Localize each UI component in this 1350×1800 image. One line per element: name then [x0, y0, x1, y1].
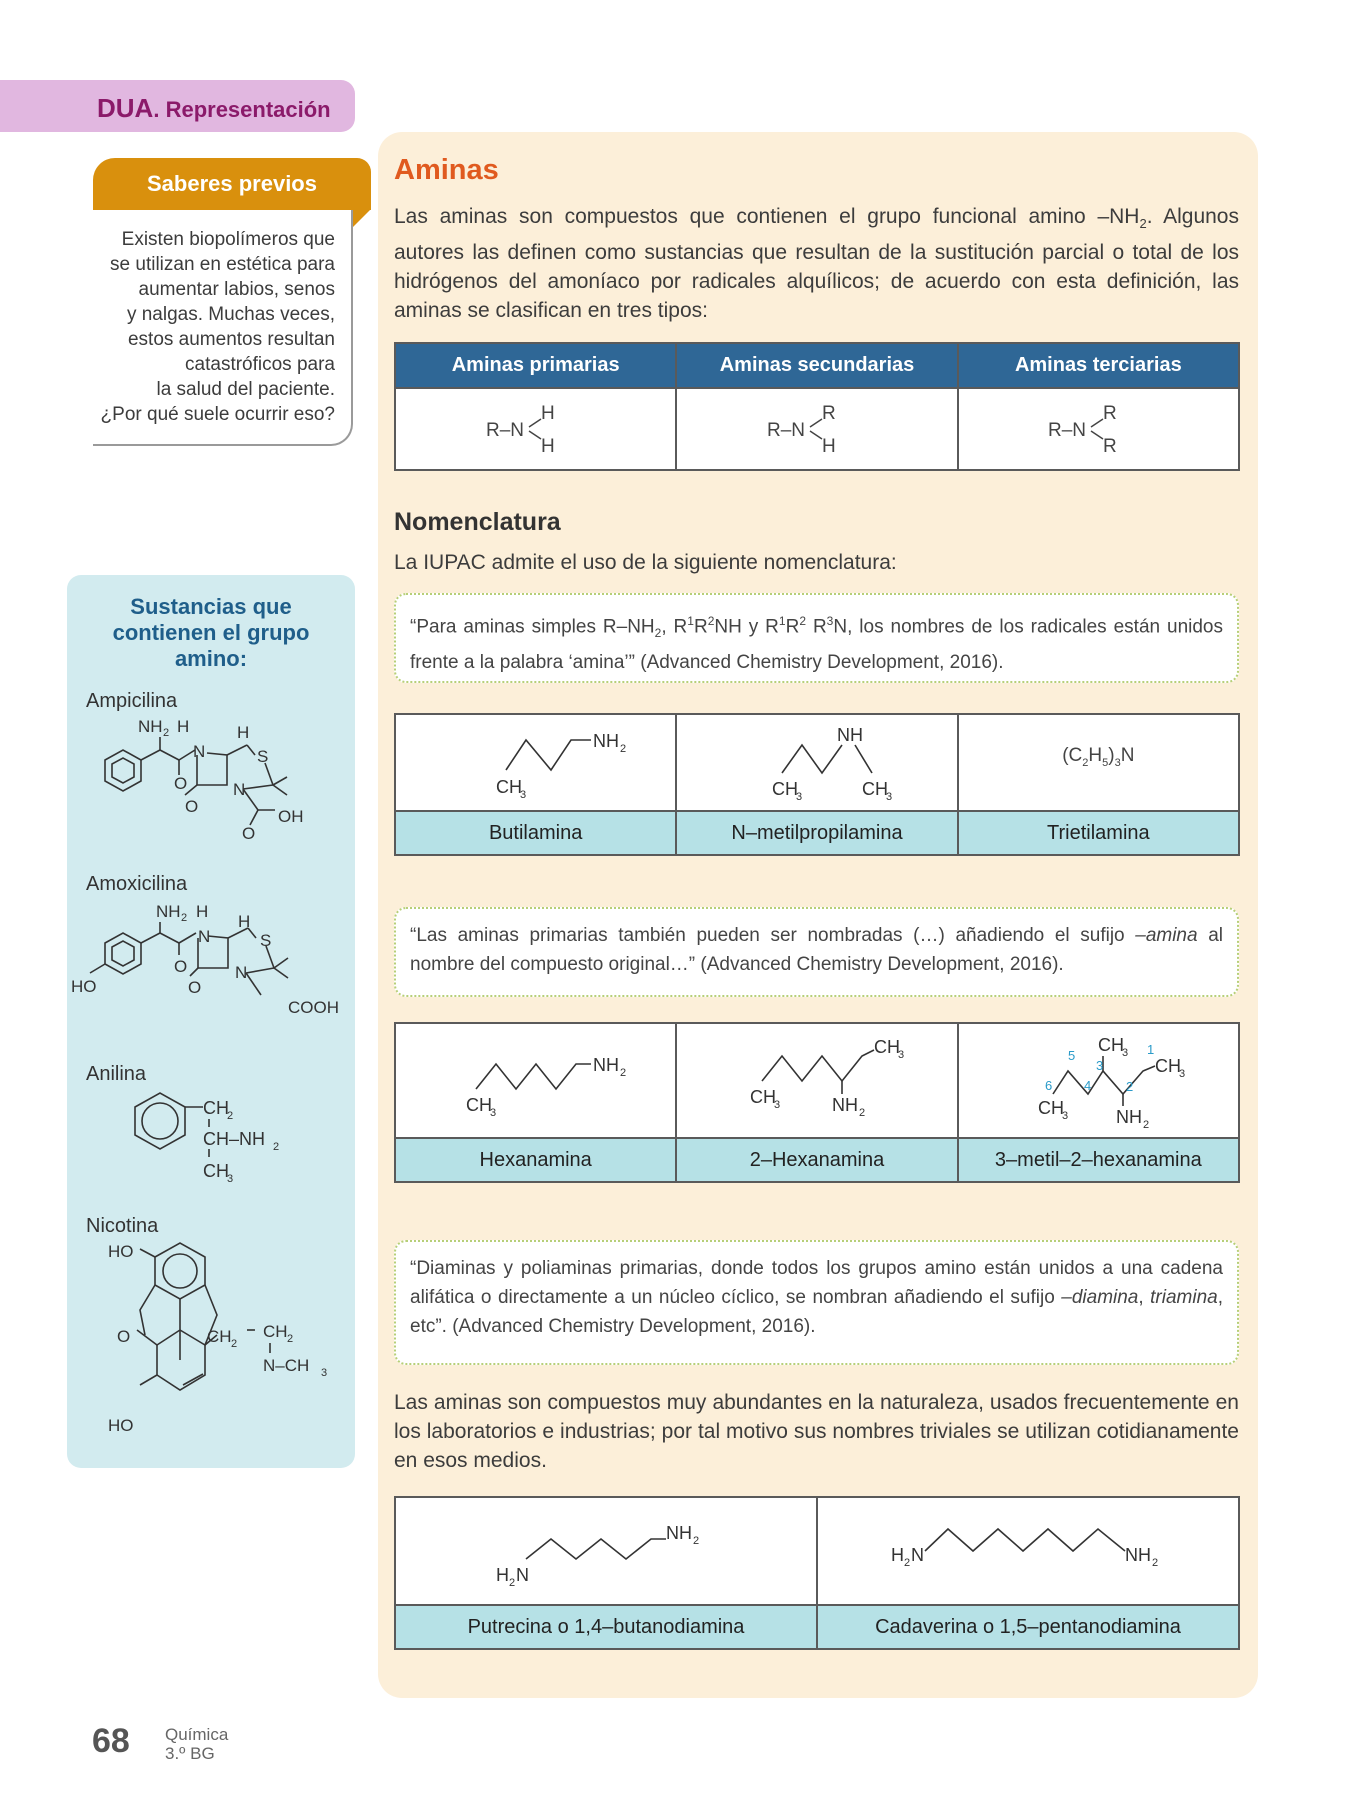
- q1-c: R: [693, 616, 708, 638]
- nomenclatura-title: Nomenclatura: [394, 508, 561, 536]
- saberes-line: ¿Por qué suele ocurrir eso?: [100, 404, 335, 425]
- q1-sup: 2: [707, 614, 715, 628]
- q1-g: N, los nombres de los radicales están unidos frente a la palabra ‘amina’” (Advanced Chemistry Development, 2016).: [410, 616, 1224, 674]
- metilpropilamina-structure-cell: [676, 714, 957, 811]
- q3-a: “Diaminas y poliaminas primarias, donde todos los grupos amino están unidos a una cadena alifática o directamente a un núcleo cíclico, se nombran añadiendo el sufijo: [410, 1258, 1223, 1308]
- atom-sub: 2: [163, 727, 170, 739]
- intro-sub: 2: [1139, 216, 1147, 232]
- atom-n: N: [516, 1564, 529, 1585]
- nicotina-structure: [95, 1235, 345, 1440]
- atom-ch-nh: CH–NH: [203, 1129, 266, 1149]
- saberes-line: catastróficos para: [185, 354, 335, 375]
- atom-ho: HO: [108, 1416, 134, 1435]
- formula-sub: 3: [1114, 756, 1121, 769]
- saberes-title: Saberes previos: [93, 158, 371, 210]
- atom-sub: 2: [227, 1110, 234, 1122]
- atom-sub: 2: [619, 743, 626, 755]
- atom-h: H: [891, 1544, 904, 1565]
- atom-nh2: NH: [592, 1054, 619, 1075]
- label-3-metil-2-hexanamina: 3–metil–2–hexanamina: [958, 1138, 1239, 1182]
- atom-nh2: NH: [831, 1094, 858, 1115]
- atom-ch3: CH: [495, 777, 522, 797]
- hexanamina-structure-cell: [395, 1023, 676, 1138]
- cadaverina-structure: [863, 1499, 1193, 1599]
- atom-h: H: [196, 902, 209, 921]
- metilpropilamina-structure: [717, 715, 917, 805]
- trietilamina-formula-cell: [958, 714, 1239, 811]
- formula-sub: 2: [1082, 756, 1089, 769]
- atom-sub: 2: [904, 1556, 911, 1569]
- dua-bold: DUA: [97, 93, 154, 123]
- intro-paragraph: [394, 202, 1239, 325]
- atom-sub: 2: [1152, 1556, 1159, 1569]
- atom-o: O: [185, 797, 199, 816]
- label-trietilamina: Trietilamina: [958, 811, 1239, 855]
- atom-n: N: [235, 963, 248, 982]
- atom-ch3: CH: [1155, 1055, 1182, 1076]
- carbon-number: 6: [1045, 1077, 1053, 1093]
- atom-h: H: [177, 717, 190, 736]
- q1-sub: 2: [654, 626, 662, 641]
- atom-sub: 3: [897, 1048, 905, 1061]
- atom-cooh: COOH: [288, 998, 339, 1017]
- formula-part: H: [1088, 745, 1103, 766]
- carbon-number: 5: [1068, 1047, 1076, 1063]
- label-metilpropilamina: N–metilpropilamina: [676, 811, 957, 855]
- formula-prefix: R–N: [485, 419, 524, 441]
- header-primarias: Aminas primarias: [395, 343, 676, 388]
- atom-ch2: CH: [263, 1322, 288, 1341]
- putrecina-structure-cell: [395, 1497, 817, 1605]
- atom-sub: 2: [181, 912, 188, 924]
- atom-s: S: [257, 747, 269, 766]
- atom-ch3: CH: [771, 779, 798, 799]
- metilhexanamina-structure: [983, 1026, 1213, 1131]
- saberes-line: la salud del paciente.: [156, 379, 335, 400]
- q3-em: –diamina: [1061, 1287, 1139, 1308]
- formula-part: ): [1108, 745, 1115, 766]
- saberes-line: aumentar labios, senos: [138, 279, 335, 300]
- ampicilina-label: Ampicilina: [86, 690, 178, 712]
- amoxicilina-label: Amoxicilina: [86, 873, 188, 895]
- amine-types-table: [394, 342, 1240, 471]
- atom-nh2: NH: [1116, 1106, 1143, 1127]
- dua-tag: [0, 80, 355, 132]
- atom-nh2: NH: [666, 1522, 692, 1543]
- anilina-structure: [125, 1085, 325, 1200]
- atom-n-ch3: N–CH: [263, 1356, 310, 1375]
- atom-nh2: NH: [156, 902, 181, 921]
- q2-em: –amina: [1135, 925, 1198, 946]
- dua-rest: . Representación: [153, 97, 331, 122]
- subject-name: Química: [165, 1725, 229, 1744]
- saberes-line: y nalgas. Muchas veces,: [126, 304, 335, 325]
- atom-n: N: [233, 780, 246, 799]
- nicotina-label: Nicotina: [86, 1215, 159, 1237]
- atom-sub: 3: [1062, 1109, 1069, 1122]
- atom-oh: OH: [278, 807, 304, 826]
- atom-sub: 3: [1179, 1067, 1186, 1080]
- carbon-number: 4: [1084, 1077, 1092, 1093]
- atom-ch2: CH: [207, 1327, 232, 1346]
- putrecina-structure: [456, 1499, 756, 1599]
- atom-sub: 2: [273, 1141, 280, 1153]
- label-hexanamina: Hexanamina: [395, 1138, 676, 1182]
- header-secundarias: Aminas secundarias: [676, 343, 957, 388]
- formula-part: N: [1120, 745, 1135, 766]
- amoxicilina-structure: [68, 900, 353, 1040]
- atom-o: O: [188, 978, 202, 997]
- q1-sup: 1: [687, 614, 694, 628]
- atom-s: S: [260, 931, 272, 950]
- subject-label: [165, 1725, 228, 1763]
- atom-o: O: [117, 1327, 131, 1346]
- side-title-line: amino:: [174, 646, 248, 671]
- carbon-number: 2: [1126, 1078, 1134, 1094]
- grade-name: 3.º BG: [165, 1744, 215, 1763]
- quote-2: [394, 907, 1239, 997]
- atom-ch3: CH: [203, 1161, 229, 1181]
- atom-ch3: CH: [1098, 1034, 1125, 1055]
- atom-sub: 2: [1143, 1118, 1150, 1131]
- substituent: H: [821, 435, 836, 457]
- saberes-fold: [353, 209, 371, 227]
- formula-sub: 5: [1102, 756, 1109, 769]
- atom-n: N: [198, 927, 211, 946]
- atom-sub: 3: [519, 789, 526, 801]
- atom-sub: 2: [619, 1066, 626, 1079]
- atom-n: N: [911, 1544, 924, 1565]
- ampicilina-structure: [75, 715, 350, 855]
- atom-sub: 2: [287, 1333, 294, 1345]
- q1-sup: 3: [826, 614, 834, 628]
- intro-a: Las aminas son compuestos que contienen el grupo funcional amino –NH: [394, 205, 1140, 228]
- q1-a: “Para aminas simples R–NH: [410, 616, 655, 638]
- cadaverina-structure-cell: [817, 1497, 1239, 1605]
- q2-b: al nombre del compuesto original…” (Advanced Chemistry Development, 2016).: [410, 925, 1223, 975]
- label-putrecina: Putrecina o 1,4–butanodiamina: [395, 1605, 817, 1649]
- quote-3: [394, 1240, 1239, 1365]
- hexanamina2-structure-cell: [676, 1023, 957, 1138]
- atom-ch3: CH: [465, 1094, 492, 1115]
- intro-b: . Algunos autores las definen como sustancias que resultan de la sustitución parcial o total de los hidrógenos del amoníaco por radicales alquílicos; de acuerdo con esta definición, las aminas se clasifican en tres tipos:: [394, 205, 1239, 323]
- atom-o: O: [174, 957, 188, 976]
- saberes-line: Existen biopolímeros que: [121, 229, 335, 250]
- atom-sub: 2: [231, 1338, 238, 1350]
- example-table-2: [394, 1022, 1240, 1183]
- atom-nh2: NH: [1125, 1544, 1151, 1565]
- atom-o: O: [242, 824, 256, 843]
- formula-terciaria: [958, 388, 1239, 470]
- atom-h: H: [496, 1564, 509, 1585]
- side-title-line: contienen el grupo: [112, 620, 310, 645]
- atom-sub: 3: [321, 1367, 328, 1379]
- substituent: H: [540, 435, 555, 457]
- example-table-3: [394, 1496, 1240, 1650]
- atom-o: O: [174, 774, 188, 793]
- aminas-title: Aminas: [394, 154, 499, 186]
- atom-sub: 2: [693, 1534, 700, 1547]
- formula-prefix: R–N: [766, 419, 805, 441]
- q1-sup: 2: [799, 614, 807, 628]
- atom-h: H: [237, 723, 250, 742]
- formula-prefix: R–N: [1048, 419, 1087, 441]
- page-number: 68: [92, 1722, 130, 1760]
- secondary-amine-structure: [762, 397, 872, 457]
- label-cadaverina: Cadaverina o 1,5–pentanodiamina: [817, 1605, 1239, 1649]
- label-butilamina: Butilamina: [395, 811, 676, 855]
- hexanamina2-structure: [702, 1026, 932, 1131]
- atom-sub: 2: [858, 1106, 866, 1119]
- label-2-hexanamina: 2–Hexanamina: [676, 1138, 957, 1182]
- atom-ch3: CH: [1038, 1097, 1065, 1118]
- atom-h: H: [238, 912, 251, 931]
- atom-sub: 3: [227, 1173, 234, 1185]
- atom-sub: 3: [489, 1106, 496, 1119]
- saberes-text: [93, 227, 335, 427]
- side-title-line: Sustancias que: [130, 594, 292, 619]
- header-terciarias: Aminas terciarias: [958, 343, 1239, 388]
- q1-sup: 1: [778, 614, 786, 628]
- q3-b: , etc”. (Advanced Chemistry Development, 2016).: [410, 1287, 1223, 1337]
- butilamina-structure: [436, 715, 636, 805]
- iupac-text: La IUPAC admite el uso de la siguiente nomenclatura:: [394, 551, 897, 574]
- trietilamina-formula: [1062, 745, 1135, 769]
- carbon-number: 1: [1147, 1041, 1155, 1057]
- q1-b: , R: [661, 616, 688, 638]
- atom-ho: HO: [71, 977, 97, 996]
- atom-nh: NH: [836, 725, 863, 745]
- formula-secundaria: [676, 388, 957, 470]
- q2-a: “Las aminas primarias también pueden ser nombradas (…) añadiendo el sufijo: [410, 925, 1136, 946]
- atom-ho: HO: [108, 1242, 134, 1261]
- atom-sub: 3: [885, 791, 893, 803]
- atom-ch3: CH: [861, 779, 888, 799]
- substituent: R: [821, 402, 836, 424]
- primary-amine-structure: [481, 397, 591, 457]
- atom-nh2: NH: [592, 731, 619, 751]
- q1-f: R: [806, 616, 827, 638]
- q3-sep: ,: [1138, 1287, 1151, 1308]
- atom-ch3: CH: [873, 1036, 900, 1057]
- substituent: H: [540, 402, 555, 424]
- atom-sub: 2: [509, 1576, 516, 1589]
- closing-paragraph: Las aminas son compuestos muy abundantes en la naturaleza, usados frecuentemente en los laboratorios e industrias; por tal motivo sus nombres triviales se utilizan cotidianamente en esos medios.: [394, 1391, 1239, 1472]
- atom-ch3: CH: [749, 1086, 776, 1107]
- saberes-line: estos aumentos resultan: [127, 329, 335, 350]
- q3-em: triamina: [1150, 1287, 1218, 1308]
- substituent: R: [1103, 402, 1118, 424]
- side-title: [67, 594, 355, 672]
- quote-1: [394, 593, 1239, 683]
- q1-d: NH y R: [714, 616, 779, 638]
- metilhexanamina-structure-cell: [958, 1023, 1239, 1138]
- atom-nh2: NH: [138, 717, 163, 736]
- atom-sub: 3: [773, 1098, 781, 1111]
- tertiary-amine-structure: [1043, 397, 1153, 457]
- anilina-label: Anilina: [86, 1063, 147, 1085]
- hexanamina-structure: [421, 1026, 651, 1131]
- atom-n: N: [193, 742, 206, 761]
- butilamina-structure-cell: [395, 714, 676, 811]
- substituent: R: [1103, 435, 1118, 457]
- atom-sub: 3: [1122, 1046, 1129, 1059]
- formula-part: (C: [1062, 745, 1083, 766]
- example-table-1: [394, 713, 1240, 856]
- formula-primaria: [395, 388, 676, 470]
- saberes-line: se utilizan en estética para: [110, 254, 335, 275]
- atom-ch2: CH: [203, 1098, 229, 1118]
- carbon-number: 3: [1096, 1057, 1104, 1073]
- q1-e: R: [785, 616, 800, 638]
- atom-sub: 3: [795, 791, 803, 803]
